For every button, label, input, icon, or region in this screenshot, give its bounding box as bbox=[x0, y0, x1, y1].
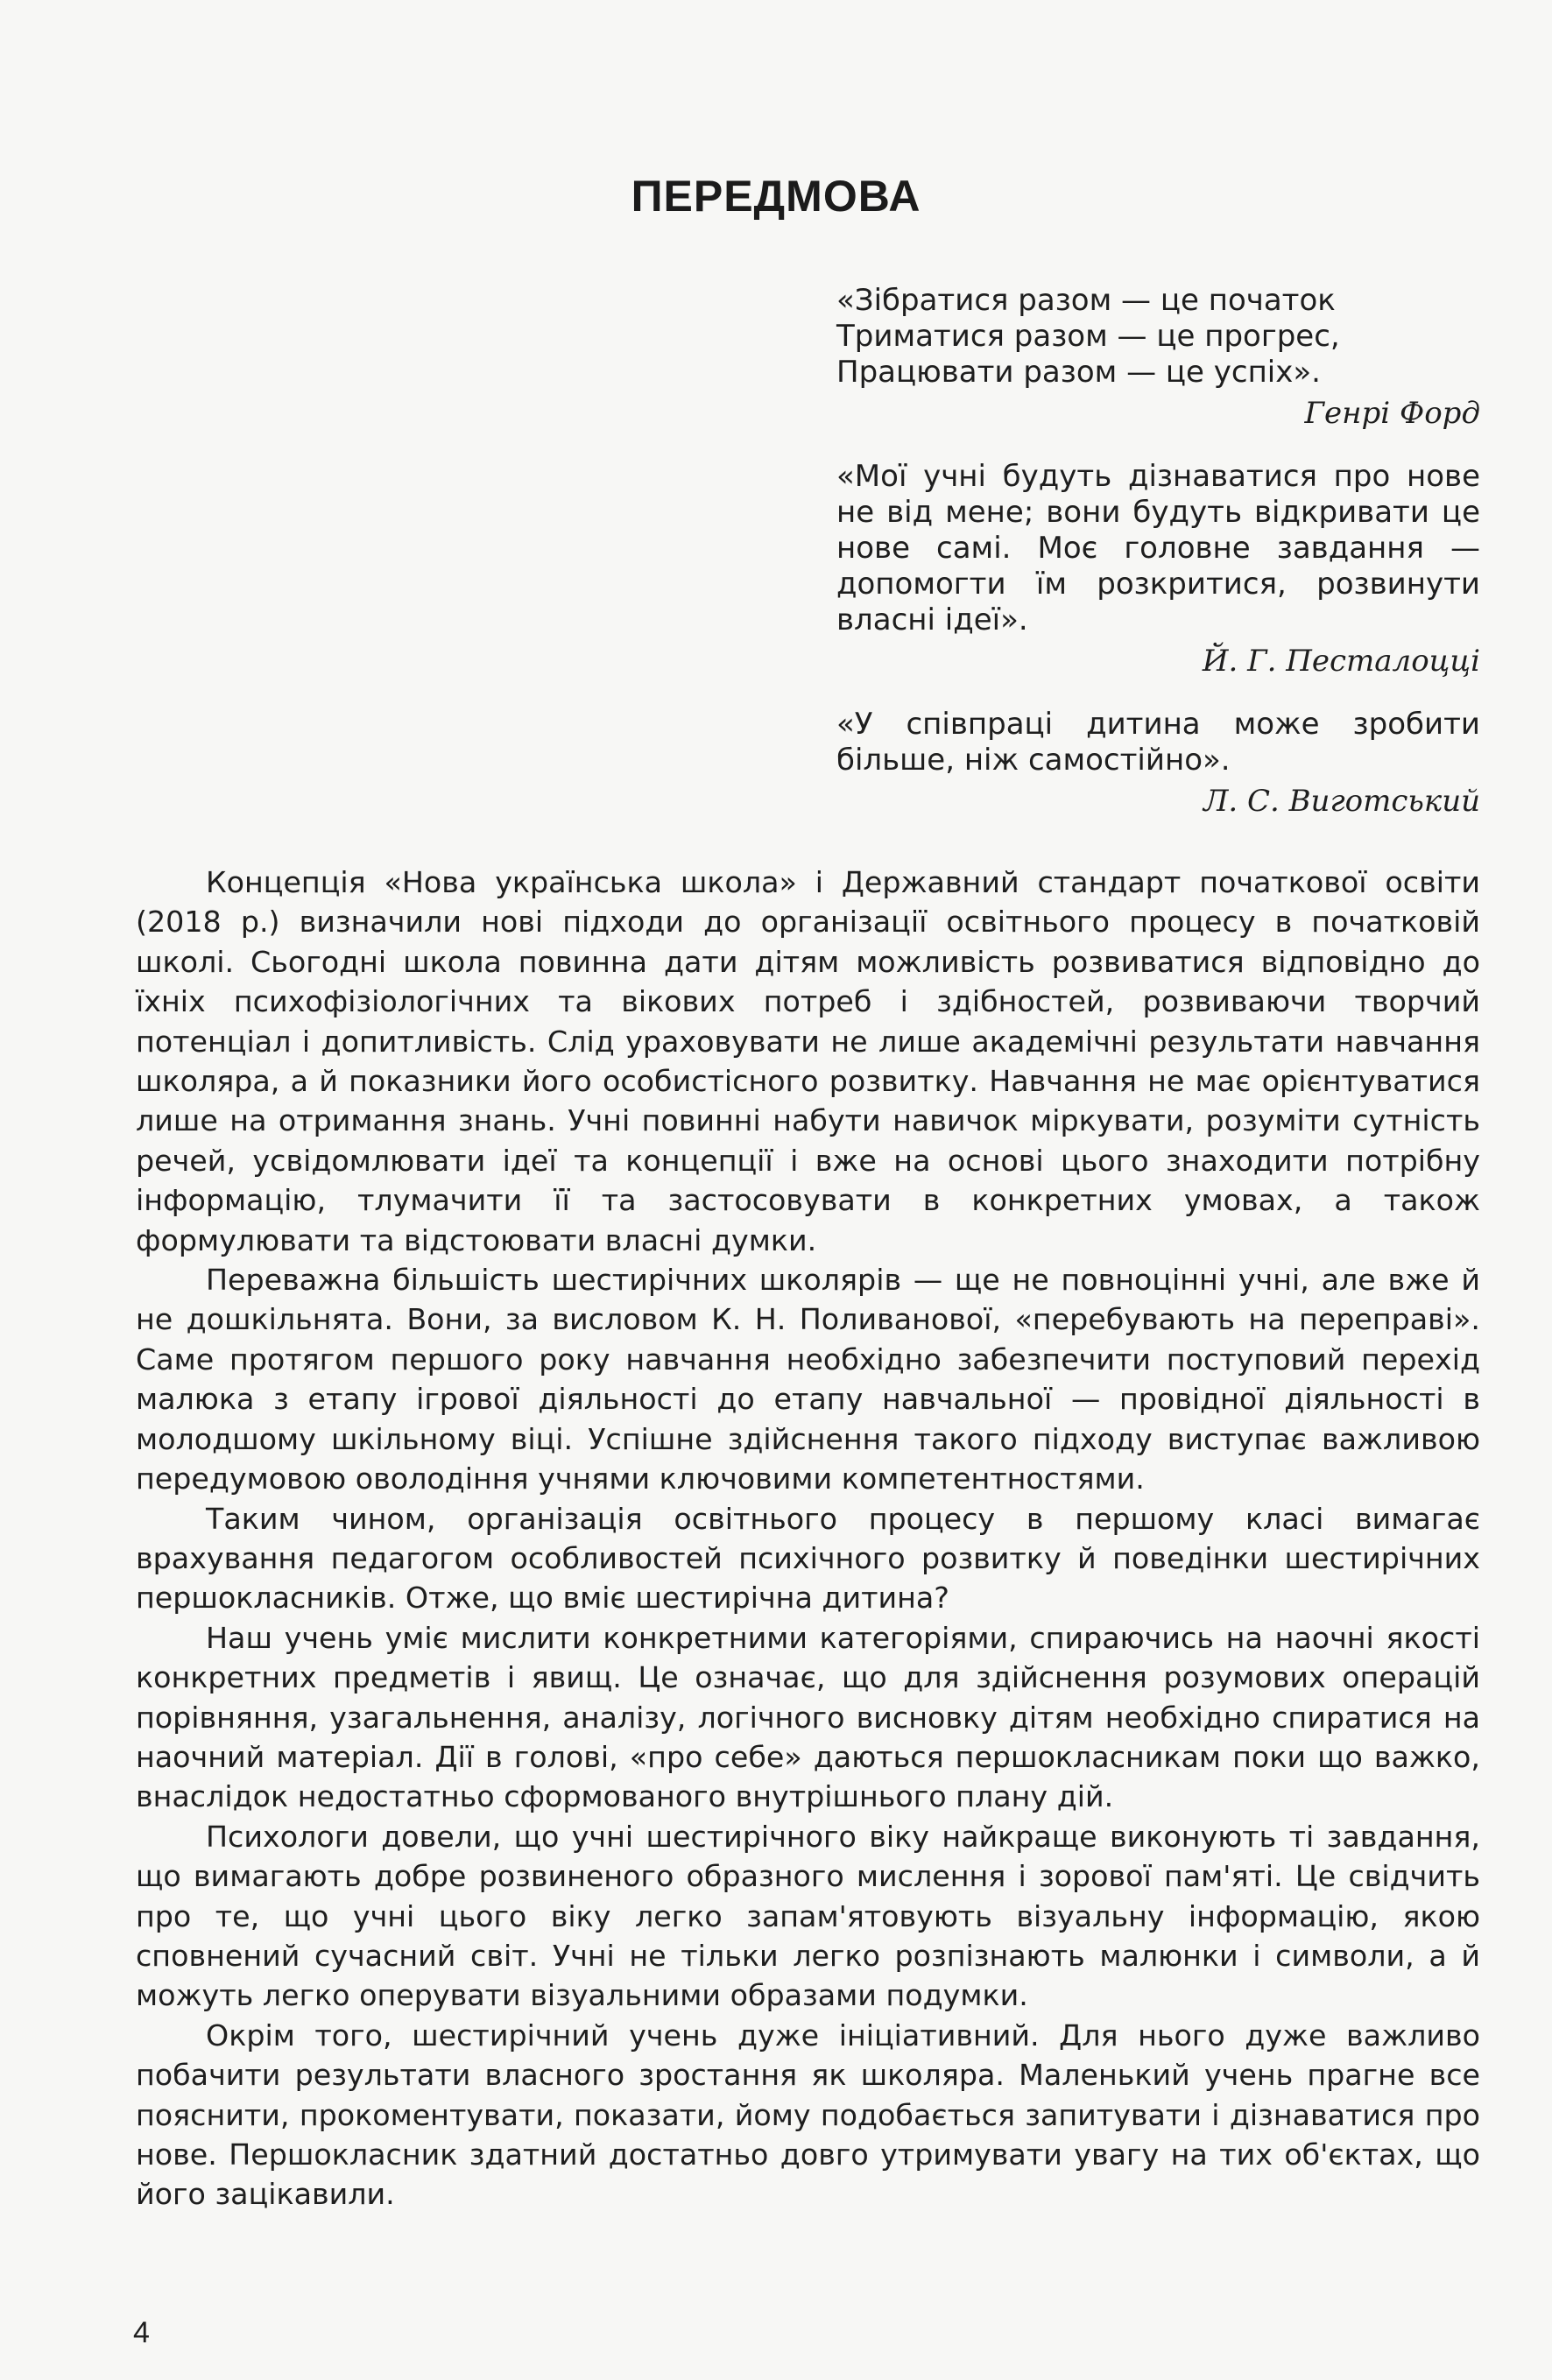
epigraph-text: «Мої учні будуть дізнаватися про нове не від мене; вони будуть відкривати це нове самі. Моє головне завдання — допомогти їм розкритися, розвинути власні ідеї». bbox=[836, 459, 1480, 637]
epigraph-ford bbox=[836, 283, 1480, 433]
epigraph-author: Генрі Форд bbox=[1304, 396, 1480, 431]
paragraph: Таким чином, організація освітнього процесу в першому класі вимагає врахування педагогом особливостей психічного розвитку й поведінки шестирічних першокласників. Отже, що вміє шестирічна дитина? bbox=[136, 1501, 1480, 1616]
epigraph-line: Працювати разом — це успіх». bbox=[836, 355, 1321, 390]
paragraph: Концепція «Нова українська школа» і Державний стандарт початкової освіти (2018 р.) визначили нові підходи до організації освітнього процесу в початковій школі. Сьогодні школа повинна дати дітям можливість розвиватися відповідно до їхніх психофізіологічних та вікових потреб і здібностей, розвиваючи творчий потенціал і допитливість. Слід ураховувати не лише академічні результати навчання школяра, а й показники його особистісного розвитку. Навчання не має орієнтуватися лише на отримання знань. Учні повинні набути навичок міркувати, розуміти сутність речей, усвідомлювати ідеї та концепції і вже на основі цього знаходити потрібну інформацію, тлумачити її та застосовувати в конкретних умовах, а також формулювати та відстоювати власні думки. bbox=[136, 865, 1480, 1257]
paragraph: Окрім того, шестирічний учень дуже ініціативний. Для нього дуже важливо побачити результати власного зростання як школяра. Маленький учень прагне все пояснити, прокоментувати, показати, йому подобається запитувати і дізнаватися про нове. Першокласник здатний достатньо довго утримувати увагу на тих об'єктах, що його зацікавили. bbox=[136, 2017, 1480, 2212]
epigraphs bbox=[836, 283, 1480, 847]
epigraph-line: «Зібратися разом — це початок bbox=[836, 283, 1336, 318]
epigraph-author: Й. Г. Песталоцці bbox=[1202, 644, 1480, 679]
body-text bbox=[136, 863, 1480, 2215]
epigraph-text bbox=[836, 283, 1480, 391]
paragraph: Переважна більшість шестирічних школярів — ще не повноцінні учні, але вже й не дошкільнята. Вони, за висловом К. Н. Поливанової, «перебувають на переправі». Саме протягом першого року навчання необхідно забезпечити поступовий перехід малюка з етапу ігрової діяльності до етапу навчальної — провідної діяльності в молодшому шкільному віці. Успішне здійснення такого підходу виступає важливою передумовою оволодіння учнями ключовими компетентностями. bbox=[136, 1263, 1480, 1496]
epigraph-vygotsky bbox=[836, 707, 1480, 820]
epigraph-line: Триматися разом — це прогрес, bbox=[836, 319, 1340, 354]
epigraph-author: Л. С. Виготський bbox=[1203, 784, 1480, 819]
page-title: ПЕРЕДМОВА bbox=[631, 172, 921, 221]
epigraph-pestalozzi bbox=[836, 459, 1480, 680]
paragraph: Наш учень уміє мислити конкретними категоріями, спираючись на наочні якості конкретних предметів і явищ. Це означає, що для здійснення розумових операцій порівняння, узагальнення, аналізу, логічного висновку дітям необхідно спиратися на наочний матеріал. Дії в голові, «про себе» даються першокласникам поки що важко, внаслідок недостатньо сформованого внутрішнього плану дій. bbox=[136, 1620, 1480, 1814]
epigraph-text: «У співпраці дитина може зробити більше, ніж самостійно». bbox=[836, 707, 1480, 778]
paragraph: Психологи довели, що учні шестирічного віку найкраще виконують ті завдання, що вимагають добре розвиненого образного мислення і зорової пам'яті. Це свідчить про те, що учні цього віку легко запам'ятовують візуальну інформацію, якою сповнений сучасний світ. Учні не тільки легко розпізнають малюнки і символи, а й можуть легко оперувати візуальними образами подумки. bbox=[136, 1819, 1480, 2013]
page-number: 4 bbox=[133, 2316, 150, 2349]
